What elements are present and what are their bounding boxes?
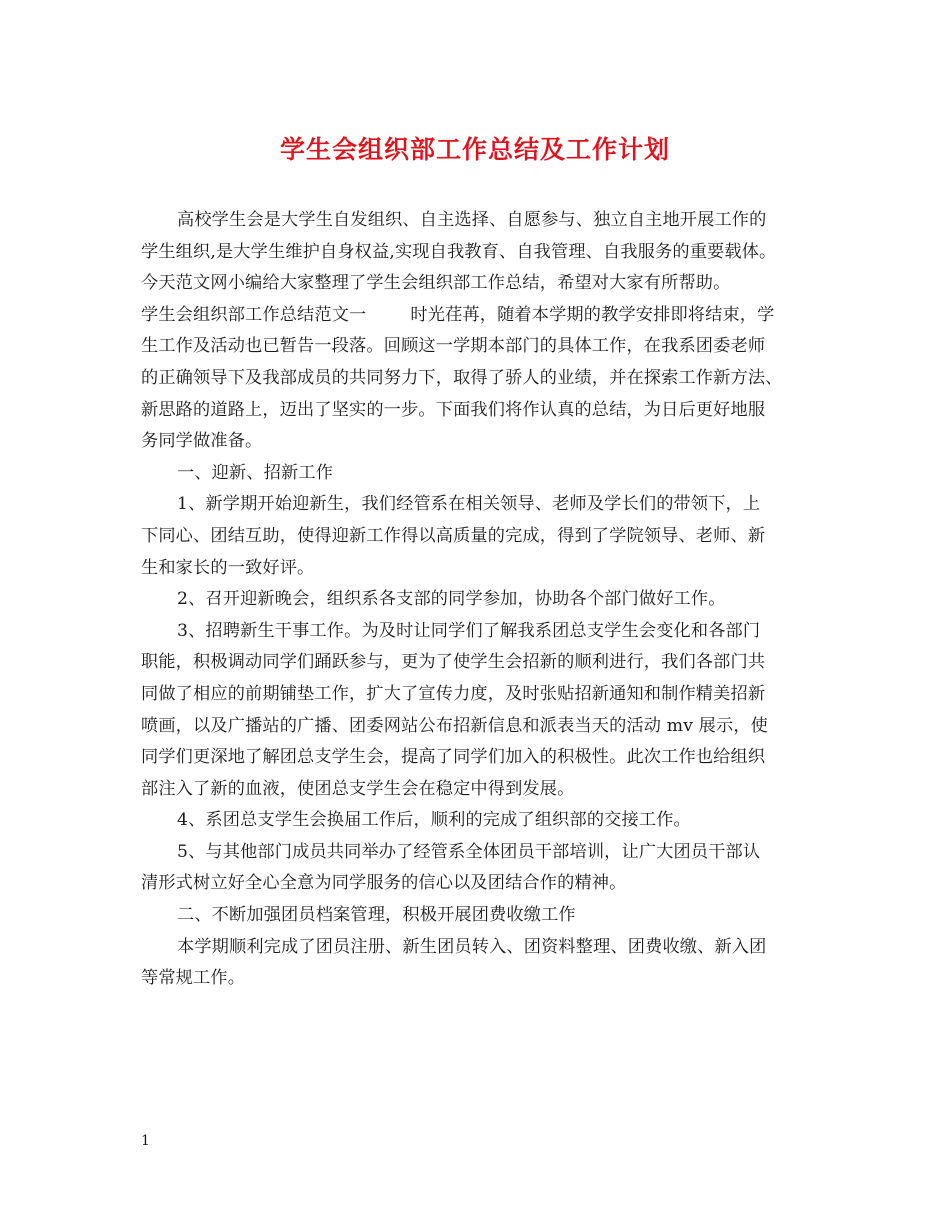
paragraph-line: 职能，积极调动同学们踊跃参与，更为了使学生会招新的顺利进行，我们各部门共 [141,652,766,673]
section-heading: 一、迎新、招新工作 [177,462,334,483]
document-body [141,205,813,995]
paragraph-line: 务同学做准备。 [141,431,263,452]
paragraph-line: 清形式树立好全心全意为同学服务的信心以及团结合作的精神。 [141,873,627,894]
page-number: 1 [141,1133,150,1149]
paragraph-line: 1、新学期开始迎新生，我们经管系在相关领导、老师及学长们的带领下，上 [177,494,761,515]
document-title: 学生会组织部工作总结及工作计划 [279,135,670,164]
paragraph-line: 等常规工作。 [141,968,246,989]
paragraph-line: 4、系团总支学生会换届工作后，顺利的完成了组织部的交接工作。 [177,810,691,831]
paragraph-line: 的正确领导下及我部成员的共同努力下，取得了骄人的业绩，并在探索工作新方法、 [141,367,783,388]
paragraph-line: 新思路的道路上，迈出了坚实的一步。下面我们将作认真的总结，为日后更好地服 [141,399,766,420]
paragraph-line: 同学们更深地了解团总支学生会，提高了同学们加入的积极性。此次工作也给组织 [141,747,766,768]
paragraph-line: 2、召开迎新晚会，组织系各支部的同学参加，协助各个部门做好工作。 [177,589,726,610]
paragraph-text: 时光荏苒，随着本学期的教学安排即将结束，学 [410,304,775,325]
paragraph-line: 本学期顺利完成了团员注册、新生团员转入、团资料整理、团费收缴、新入团 [177,936,767,957]
paragraph-line: 5、与其他部门成员共同举办了经管系全体团员干部培训，让广大团员干部认 [177,841,761,862]
paragraph-line [141,300,813,332]
section-heading: 二、不断加强团员档案管理，积极开展团费收缴工作 [177,905,576,926]
paragraph-line: 喷画，以及广播站的广播、团委网站公布招新信息和派表当天的活动 mv 展示，使 [141,715,769,736]
paragraph-line: 今天范文网小编给大家整理了学生会组织部工作总结，希望对大家有所帮助。 [141,273,731,294]
paragraph-line: 3、招聘新生干事工作。为及时让同学们了解我系团总支学生会变化和各部门 [177,620,761,641]
paragraph-line: 高校学生会是大学生自发组织、自主选择、自愿参与、独立自主地开展工作的 [177,210,767,230]
paragraph-line: 生和家长的一致好评。 [141,557,315,578]
section-heading: 学生会组织部工作总结范文一 [141,304,367,325]
paragraph-line: 同做了相应的前期铺垫工作，扩大了宣传力度，及时张贴招新通知和制作精美招新 [141,683,766,704]
paragraph-line: 部注入了新的血液，使团总支学生会在稳定中得到发展。 [141,778,575,799]
paragraph-line: 生工作及活动也已暂告一段落。回顾这一学期本部门的具体工作，在我系团委老师 [141,336,766,357]
paragraph-line: 下同心、团结互助，使得迎新工作得以高质量的完成，得到了学院领导、老师、新 [141,525,766,546]
paragraph-line: 学生组织,是大学生维护自身权益,实现自我教育、自我管理、自我服务的重要载体。 [141,241,777,262]
